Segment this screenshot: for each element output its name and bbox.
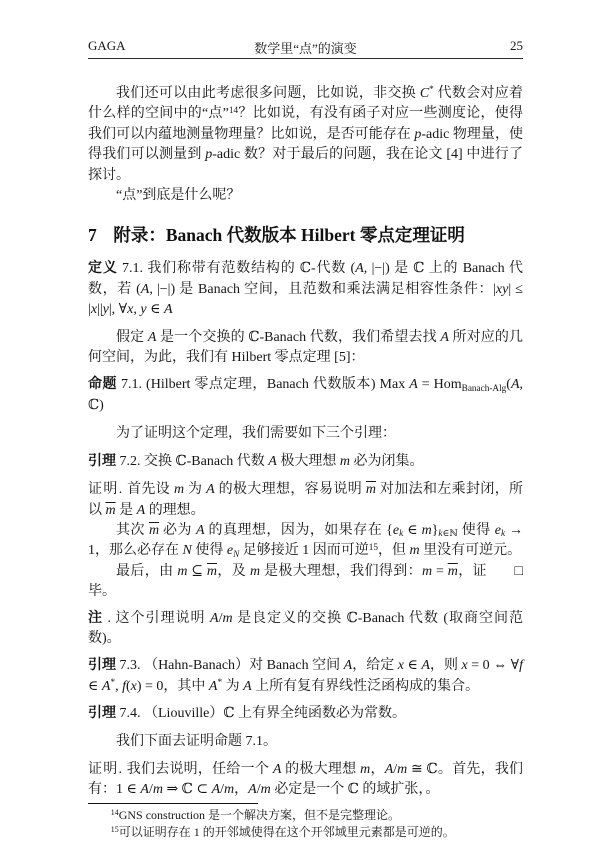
paragraph-assume: 假定 A 是一个交换的 ℂ-Banach 代数，我们希望去找 A 所对应的几何空间，为此，我们有 Hilbert 零点定理 [5]：	[88, 329, 523, 366]
footnote-15: $^{15}$可以证明存在 1 的开邻域使得在这个开邻域里元素都是可逆的。	[110, 824, 455, 839]
lemma-7-3	[88, 656, 523, 697]
lemma-7-4	[88, 704, 523, 724]
footnote-14: $^{14}$GNS construction 是一个解决方案，但不是完整理论。	[110, 807, 401, 822]
header-title: 数学里“点”的演变	[254, 41, 357, 56]
proposition-label: 命题	[88, 377, 118, 393]
paragraph-point-question: “点”到底是什么呢？	[116, 188, 241, 204]
remark	[88, 609, 523, 650]
section-heading	[88, 223, 523, 248]
definition-body: 我们称带有范数结构的 ℂ-代数 (A, |−|) 是 ℂ 上的 Banach 代数，若 (A, |−|) 是 Banach 空间，且范数和乘法满足相容性条件：|xy| ≤ |x||y|, ∀x, y ∈ A	[88, 261, 523, 318]
remark-separator: .	[103, 610, 116, 626]
proposition-number: 7.1.	[121, 377, 143, 393]
definition-label: 定义	[88, 261, 118, 277]
lemma-label: 引理	[88, 453, 116, 469]
lemma-body: （Hahn-Banach）对 Banach 空间 A，给定 x ∈ A，则 x = 0 ⇔ ∀f ∈ A*, f(x) = 0，其中 A* 为 A 上所有复有界线性泛函构成的集合。	[88, 658, 524, 694]
header-journal: GAGA	[88, 38, 126, 53]
proof-lemma-7-2	[88, 480, 523, 602]
paragraph-lemmas-intro: 为了证明这个定理，我们需要如下三个引理：	[116, 426, 396, 442]
proof-paragraph	[88, 760, 523, 801]
definition-7-1	[88, 259, 523, 320]
proof-label: 证明.	[88, 482, 124, 498]
proposition-7-1	[88, 375, 523, 416]
proof-proposition-7-1	[88, 760, 523, 801]
section-number: 7	[88, 225, 97, 246]
paragraph-intro: 我们还可以由此考虑很多问题，比如说，非交换 C* 代数会对应着什么样的空间中的“点”$^{14}$？比如说，有没有函子对应一些测度论，使得我们可以内蕴地测量物理量？比如说，是否可能存在 p-adic 物理量，使得我们可以测量到 p-adic 数？对于最后的问题，我在论文 [4] 中进行了探讨。	[88, 84, 524, 183]
proposition-body: (Hilbert 零点定理，Banach 代数版本) Max A = Hom$_{Banach-Alg}$(A, ℂ)	[88, 377, 524, 413]
footnote-rule	[88, 803, 258, 804]
proof-paragraph: 其次 $\overline{m}$ 必为 A 的真理想，因为，如果存在 {$e_k$ ∈ $m\}_{k\in ℕ}$ 使得 $e_k \to 1$，那么必存在 N 使得 $e_N$ 足够接近 1 因而可逆$^{15}$，但 m 里没有可逆元。	[88, 522, 524, 559]
lemma-number: 7.2.	[119, 453, 141, 469]
proof-paragraph	[88, 562, 523, 603]
proof-text: 最后，由 m ⊆ $\overline{m}$，及 m 是极大理想，我们得到：$m = \overline{m}$，证毕。	[88, 563, 487, 600]
qed-box: □	[514, 563, 523, 579]
proof-paragraph	[88, 480, 523, 521]
lemma-body: 交换 ℂ-Banach 代数 A 极大理想 m 必为闭集。	[144, 453, 424, 469]
remark-body: 这个引理说明 A/m 是良定义的交换 ℂ-Banach 代数 (取商空间范数)。	[88, 610, 524, 646]
lemma-number: 7.4.	[119, 706, 141, 722]
lemma-7-2	[88, 452, 523, 472]
page-header	[88, 38, 523, 59]
paragraph-proof-intro: 我们下面去证明命题 7.1。	[116, 733, 277, 749]
remark-label: 注	[88, 610, 103, 626]
proof-text: 我们去说明，任给一个 A 的极大理想 m，A/m ≅ ℂ。首先，我们有：1 ∈ A/m ⇒ ℂ ⊂ A/m，A/m 必定是一个 ℂ 的域扩张，。	[88, 761, 524, 798]
proof-label: 证明.	[88, 761, 123, 777]
page-number: 25	[510, 38, 523, 53]
lemma-label: 引理	[88, 658, 117, 674]
lemma-label: 引理	[88, 706, 116, 722]
lemma-body: （Liouville）ℂ 上有界全纯函数必为常数。	[144, 706, 406, 722]
section-title: 附录：Banach 代数版本 Hilbert 零点定理证明	[113, 225, 465, 246]
definition-number: 7.1.	[121, 261, 143, 277]
proof-text: 首先设 m 为 A 的极大理想，容易说明 $\overline{m}$ 对加法和左乘封闭，所以 $\overline{m}$ 是 A 的理想。	[88, 482, 524, 518]
lemma-number: 7.3.	[119, 658, 141, 674]
